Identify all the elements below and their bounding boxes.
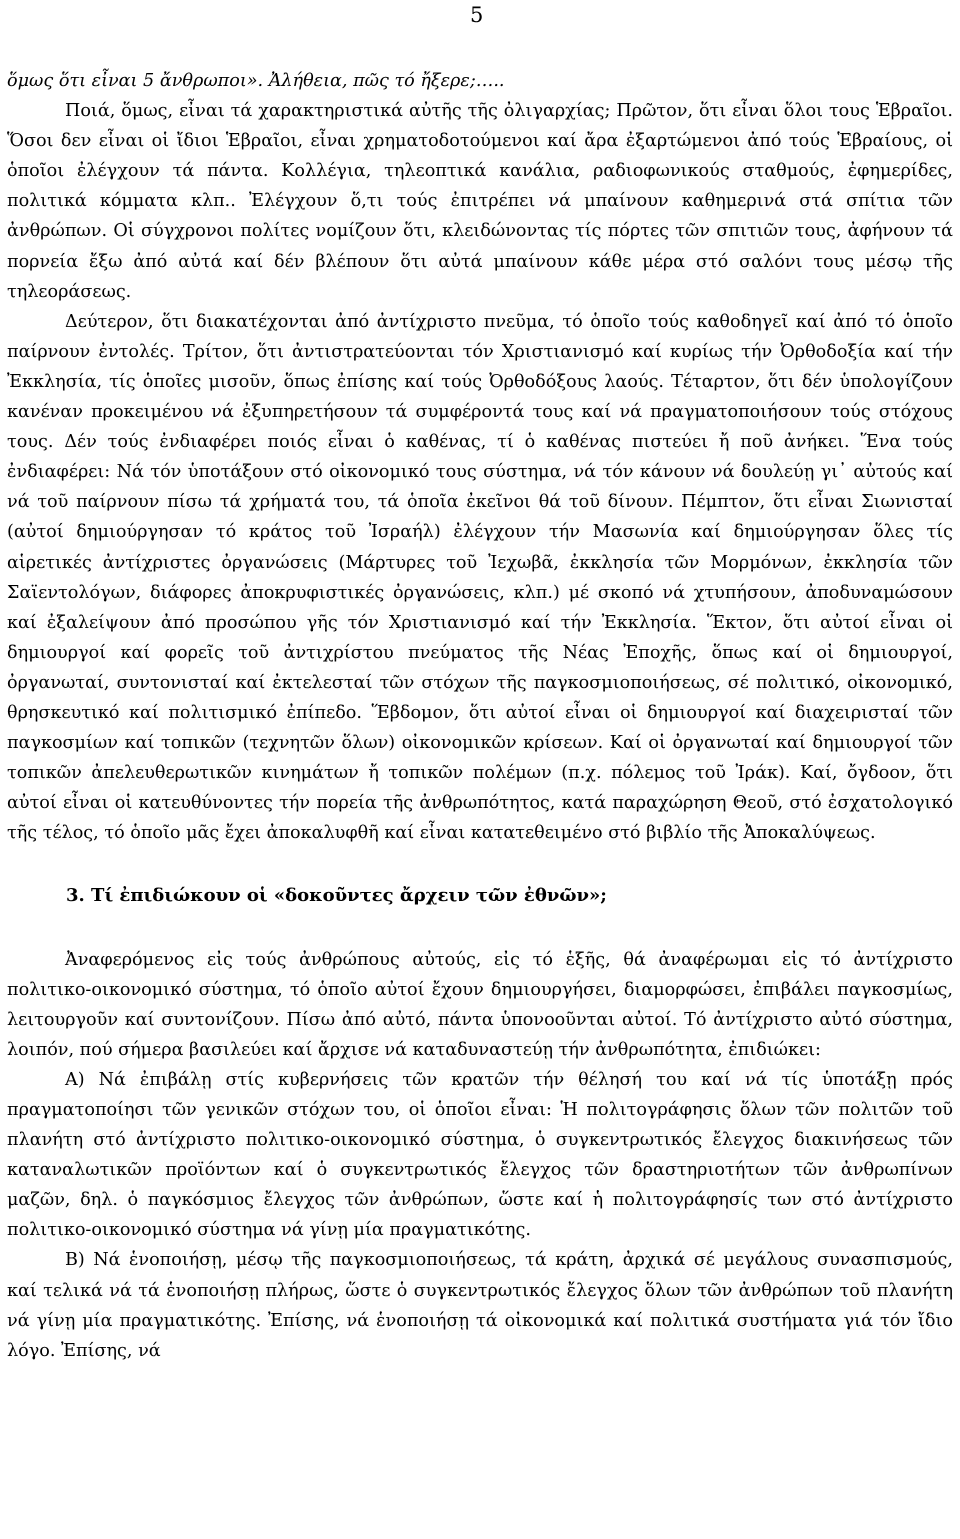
paragraph: Ποιά, ὅμως, εἶναι τά χαρακτηριστικά αὐτῆς τῆς ὀλιγαρχίας; Πρῶτον, ὅτι εἶναι ὅλοι τους Ἑβραῖοι. Ὅσοι δεν εἶναι οἱ ἴδιοι Ἑβραῖοι, εἶναι χρηματοδοτούμενοι καί ἄρα ἐξαρτώμενοι ἀπό τούς Ἑβραίους, οἱ ὁποῖοι ἐλέγχουν τά πάντα. Κολλέγια, τηλεοπτικά κανάλια, ραδιοφωνικούς σταθμούς, ἐφημερίδες, πολιτικά κόμματα κλπ.. Ἐλέγχουν ὅ,τι τούς ἐπιτρέπει νά μπαίνουν καθημερινά στά σπίτια τῶν ἀνθρώπων. Οἱ σύγχρονοι πολίτες νομίζουν ὅτι, κλειδώνοντας τίς πόρτες τῶν σπιτιῶν τους, ἀφήνουν τά πορνεία ἔξω ἀπό αὐτά καί δέν βλέπουν ὅτι αὐτά μπαίνουν κάθε μέρα στό σαλόνι τους μέσῳ τῆς τηλεοράσεως.: [7, 101, 953, 302]
section-heading: 3. Τί ἐπιδιώκουν οἱ «δοκοῦντες ἄρχειν τῶν ἐθνῶν»;: [66, 885, 607, 907]
page-number: 5: [470, 3, 484, 27]
paragraph: Ἀναφερόμενος εἰς τούς ἀνθρώπους αὐτούς, εἰς τό ἑξῆς, θά ἀναφέρωμαι εἰς τό ἀντίχριστο πολιτικο-οικονομικό σύστημα, τό ὁποῖο αὐτοί ἔχουν δημιουργήσει, διαμορφώσει, ἐπιβάλει παγκοσμίως, λειτουργοῦν καί συντονίζουν. Πίσω ἀπό αὐτό, πάντα ὑπονοοῦνται αὐτοί. Τό ἀντίχριστο αὐτό σύστημα, λοιπόν, πού σήμερα βασιλεύει καί ἄρχισε νά καταδυναστεύῃ τήν ἀνθρωπότητα, ἐπιδιώκει:: [7, 949, 953, 1060]
paragraph: Α) Νά ἐπιβάλῃ στίς κυβερνήσεις τῶν κρατῶν τήν θέλησή του καί νά τίς ὑποτάξῃ πρός πραγματοποίησι τῶν γενικῶν στόχων του, οἱ ὁποῖοι εἶναι: Ἡ πολιτογράφησις ὅλων τῶν πολιτῶν τοῦ πλανήτη στό ἀντίχριστο πολιτικο-οικονομικό σύστημα, ὁ συγκεντρωτικός ἔλεγχος διακινήσεως τῶν καταναλωτικῶν προϊόντων καί ὁ συγκεντρωτικός ἔλεγχος τῶν δραστηριοτήτων τῶν ἀνθρωπίνων μαζῶν, δηλ. ὁ παγκόσμιος ἔλεγχος τῶν ἀνθρώπων, ὥστε καί ἡ πολιτογράφησίς των στό ἀντίχριστο πολιτικο-οικονομικό σύστημα νά γίνῃ μία πραγματικότης.: [7, 1069, 953, 1241]
paragraph: Β) Νά ἑνοποιήσῃ, μέσῳ τῆς παγκοσμιοποιήσεως, τά κράτη, ἀρχικά σέ μεγάλους συνασπισμούς, καί τελικά νά τά ἑνοποιήσῃ πλήρως, ὥστε ὁ συγκεντρωτικός ἔλεγχος ὅλων τῶν ἀνθρώπων τοῦ πλανήτη νά γίνῃ μία πραγματικότης. Ἐπίσης, νά ἑνοποιήσῃ τά οἰκονομικά καί πολιτικά συστήματα γιά τόν ἴδιο λόγο. Ἐπίσης, νά: [7, 1250, 953, 1361]
paragraph: Δεύτερον, ὅτι διακατέχονται ἀπό ἀντίχριστο πνεῦμα, τό ὁποῖο τούς καθοδηγεῖ καί ἀπό τό ὁποῖο παίρνουν ἐντολές. Τρίτον, ὅτι ἀντιστρατεύονται τόν Χριστιανισμό καί κυρίως τήν Ὀρθοδοξία καί τήν Ἐκκλησία, τίς ὁποῖες μισοῦν, ὅπως ἐπίσης καί τούς Ὀρθοδόξους λαούς. Τέταρτον, ὅτι δέν ὑπολογίζουν κανέναν προκειμένου νά ἐξυπηρετήσουν τά συμφέροντά τους καί νά πραγματοποιήσουν τούς στόχους τους. Δέν τούς ἐνδιαφέρει ποιός εἶναι ὁ καθένας, τί ὁ καθένας πιστεύει ἤ ποῦ ἀνήκει. Ἕνα τούς ἐνδιαφέρει: Νά τόν ὑποτάξουν στό οἰκονομικό τους σύστημα, νά τόν κάνουν νά δουλεύῃ γι᾽ αὐτούς καί νά τοῦ παίρνουν πίσω τά χρήματά του, τά ὁποῖα ἐκεῖνοι θά τοῦ δίνουν. Πέμπτον, ὅτι εἶναι Σιωνισταί (αὐτοί δημιούργησαν τό κράτος τοῦ Ἰσραήλ) ἐλέγχουν τήν Μασωνία καί δημιούργησαν ὅλες τίς αἱρετικές ἀντίχριστες ὀργανώσεις (Μάρτυρες τοῦ Ἰεχωβᾶ, ἐκκλησία τῶν Μορμόνων, ἐκκλησία τῶν Σαϊεντολόγων, διάφορες ἀποκρυφιστικές ὀργανώσεις, κλπ.) μέ σκοπό νά χτυπήσουν, ἀποδυναμώσουν καί ἐξαλείψουν ἀπό προσώπου γῆς τόν Χριστιανισμό καί τήν Ἐκκλησία. Ἕκτον, ὅτι αὐτοί εἶναι οἱ δημιουργοί καί φορεῖς τοῦ ἀντιχρίστου πνεύματος τῆς Νέας Ἐποχῆς, ὅπως καί οἱ δημιουργοί, ὀργανωταί, συντονισταί καί ἐκτελεσταί τῶν στόχων τῆς παγκοσμιοποιήσεως, σέ πολιτικό, οἰκονομικό, θρησκευτικό καί πολιτισμικό ἐπίπεδο. Ἕβδομον, ὅτι αὐτοί εἶναι οἱ δημιουργοί καί διαχειρισταί τῶν παγκοσμίων καί τοπικῶν (τεχνητῶν ὅλων) οἰκονομικῶν κρίσεων. Καί οἱ ὀργανωταί καί δημιουργοί τῶν τοπικῶν ἀπελευθερωτικῶν κινημάτων ἤ τοπικῶν πολέμων (π.χ. πόλεμος τοῦ Ἰράκ). Καί, ὄγδοον, ὅτι αὐτοί εἶναι οἱ κατευθύνοντες τήν πορεία τῆς ἀνθρωπότητος, κατά παραχώρηση Θεοῦ, στό ἐσχατολογικό τῆς τέλος, τό ὁποῖο μᾶς ἔχει ἀποκαλυφθῆ καί εἶναι κατατεθειμένο στό βιβλίο τῆς Ἀποκαλύψεως.: [7, 311, 953, 844]
paragraph-intro: ὅμως ὅτι εἶναι 5 ἄνθρωποι». Ἀλήθεια, πῶς τό ἤξερε;…..: [7, 71, 505, 91]
document-body: [7, 66, 953, 1366]
